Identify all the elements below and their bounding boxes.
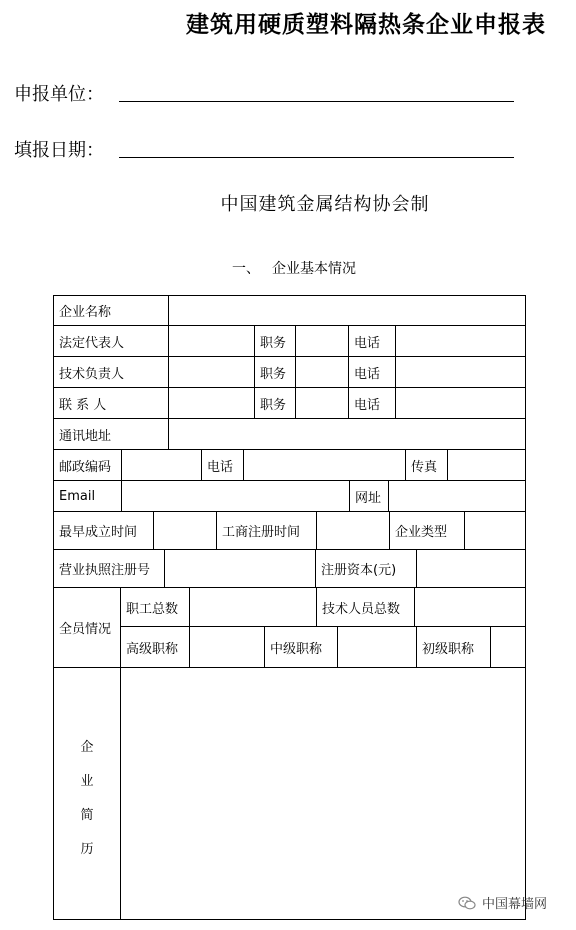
label-company-type: 企业类型 [389, 512, 464, 549]
input-email[interactable] [121, 481, 349, 511]
label-company-phone: 电话 [201, 450, 243, 480]
label-website: 网址 [349, 481, 388, 511]
input-tech-head[interactable] [168, 357, 254, 387]
input-postcode[interactable] [121, 450, 201, 480]
input-registered[interactable] [316, 512, 389, 549]
row-postcode [53, 450, 526, 481]
row-company-name [53, 295, 526, 326]
applicant-label: 申报单位： [14, 84, 104, 105]
label-junior: 初级职称 [416, 627, 490, 667]
input-legal-rep-phone[interactable] [395, 326, 525, 356]
label-company-name: 企业名称 [59, 305, 112, 320]
label-legal-rep-phone: 电话 [348, 326, 395, 356]
input-senior[interactable] [189, 627, 264, 667]
label-address: 通讯地址 [59, 428, 112, 444]
watermark [458, 893, 547, 912]
label-contact-phone: 电话 [348, 388, 395, 418]
input-intermediate[interactable] [337, 627, 416, 667]
label-tech-staff: 技术人员总数 [316, 588, 414, 626]
label-intermediate: 中级职称 [264, 627, 337, 667]
section-heading [0, 258, 576, 278]
label-founded: 最早成立时间 [59, 525, 138, 540]
wechat-icon [458, 896, 476, 910]
applicant-field[interactable] [119, 101, 514, 102]
section-number: 一、 [232, 261, 260, 277]
input-company-type[interactable] [464, 512, 525, 549]
label-registered: 工商注册时间 [216, 512, 316, 549]
watermark-text: 中国幕墙网 [482, 897, 548, 912]
label-employees: 职工总数 [126, 601, 179, 617]
profile-char: 业 [80, 774, 94, 789]
label-company-profile [54, 668, 121, 919]
company-profile-block [53, 668, 526, 920]
row-email [53, 481, 526, 512]
label-tech-head-position: 职务 [254, 357, 295, 387]
input-tech-head-phone[interactable] [395, 357, 525, 387]
row-founded [53, 512, 526, 550]
input-contact[interactable] [168, 388, 254, 418]
profile-char: 简 [80, 808, 94, 823]
label-tech-head: 技术负责人 [59, 366, 125, 382]
profile-char: 企 [80, 740, 94, 755]
label-legal-rep: 法定代表人 [59, 335, 125, 351]
input-company-name[interactable] [168, 296, 525, 325]
input-website[interactable] [388, 481, 525, 511]
input-company-phone[interactable] [243, 450, 405, 480]
input-employees[interactable] [189, 588, 316, 626]
input-capital[interactable] [416, 550, 525, 587]
label-contact-position: 职务 [254, 388, 295, 418]
row-contact [53, 388, 526, 419]
input-address[interactable] [168, 419, 525, 449]
row-address [53, 419, 526, 450]
input-company-profile[interactable] [121, 668, 525, 919]
label-staff: 全员情况 [54, 588, 121, 667]
staff-row-titles [121, 627, 525, 667]
row-license [53, 550, 526, 588]
label-legal-rep-position: 职务 [254, 326, 295, 356]
organizer-text: 中国建筑金属结构协会制 [220, 194, 430, 215]
label-license: 营业执照注册号 [59, 563, 151, 578]
input-fax[interactable] [447, 450, 525, 480]
input-tech-head-position[interactable] [295, 357, 348, 387]
label-email: Email [59, 488, 96, 504]
document-title: 建筑用硬质塑料隔热条企业申报表 [186, 12, 546, 38]
input-legal-rep[interactable] [168, 326, 254, 356]
input-founded[interactable] [153, 512, 216, 549]
input-junior[interactable] [490, 627, 525, 667]
label-contact: 联 系 人 [59, 397, 107, 413]
input-contact-phone[interactable] [395, 388, 525, 418]
label-senior: 高级职称 [126, 641, 179, 657]
staff-row-totals [121, 588, 525, 627]
staff-block [53, 588, 526, 668]
input-legal-rep-position[interactable] [295, 326, 348, 356]
application-form-table [53, 295, 526, 920]
label-tech-head-phone: 电话 [348, 357, 395, 387]
input-license[interactable] [164, 550, 315, 587]
row-tech-head [53, 357, 526, 388]
section-title: 企业基本情况 [272, 261, 356, 277]
input-contact-position[interactable] [295, 388, 348, 418]
date-label: 填报日期： [14, 140, 104, 161]
input-tech-staff[interactable] [414, 588, 525, 626]
label-postcode: 邮政编码 [59, 459, 112, 475]
label-capital: 注册资本(元) [315, 550, 416, 587]
profile-char: 历 [80, 842, 94, 857]
label-fax: 传真 [405, 450, 447, 480]
date-field[interactable] [119, 157, 514, 158]
row-legal-rep [53, 326, 526, 357]
